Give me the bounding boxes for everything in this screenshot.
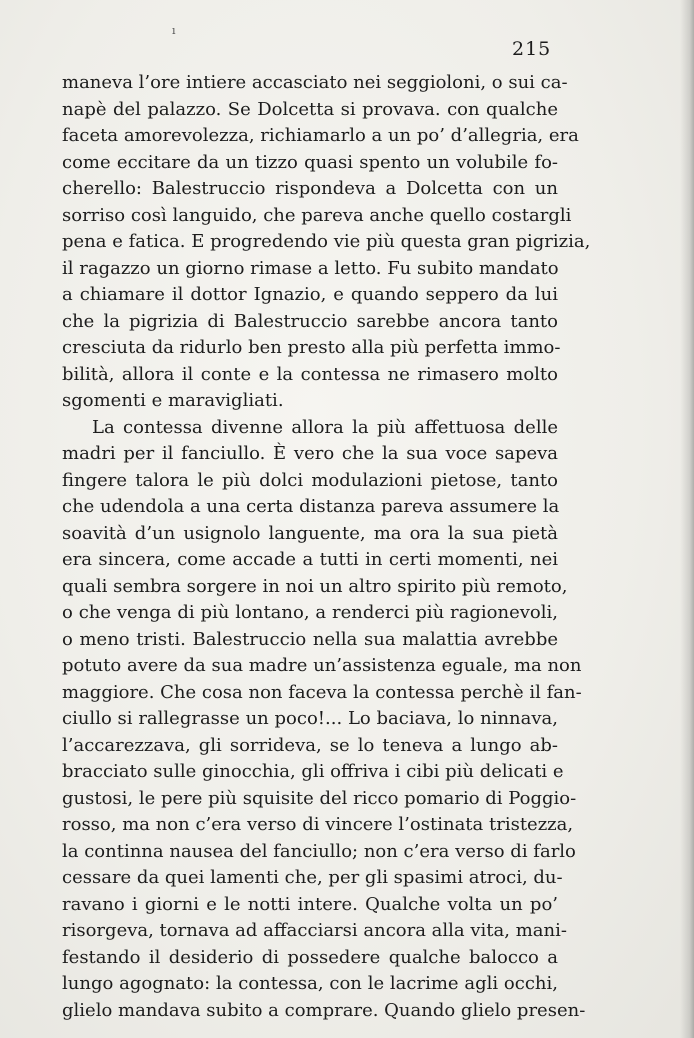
text-line: maggiore. Che cosa non faceva la contessa perchè il fan- xyxy=(62,681,582,703)
page-edge-shadow xyxy=(680,0,694,1038)
text-line: ravano i giorni e le notti intere. Qualche volta un po’ xyxy=(62,893,558,915)
text-line: gustosi, le pere più squisite del ricco pomario di Poggio- xyxy=(62,787,577,809)
text-line: a chiamare il dottor Ignazio, e quando seppero da lui xyxy=(62,284,558,305)
text-line: faceta amorevolezza, richiamarlo a un po’ d’allegria, era xyxy=(62,125,579,146)
text-line: o meno tristi. Balestruccio nella sua malattia avrebbe xyxy=(62,628,558,650)
text-line: risorgeva, tornava ad affacciarsi ancora alla vita, mani- xyxy=(62,920,567,941)
text-line: lungo agognato: la contessa, con le lacrime agli occhi, xyxy=(62,973,558,994)
text-line: festando il desiderio di possedere qualche balocco a xyxy=(62,946,558,968)
text-line: soavità d’un usignolo languente, ma ora la sua pietà xyxy=(62,522,558,544)
text-line: ciullo si rallegrasse un poco!... Lo baciava, lo ninnava, xyxy=(62,708,558,729)
text-line: cresciuta da ridurlo ben presto alla più perfetta immo- xyxy=(62,337,561,358)
text-line: cherello: Balestruccio rispondeva a Dolcetta con un xyxy=(62,178,558,199)
text-line: napè del palazzo. Se Dolcetta si provava. con qualche xyxy=(62,98,558,120)
text-line: rosso, ma non c’era verso di vincere l’ostinata tristezza, xyxy=(62,814,574,835)
text-line: bracciato sulle ginocchia, gli offriva i cibi più delicati e xyxy=(62,761,564,782)
text-line: sorriso così languido, che pareva anche quello costargli xyxy=(62,204,572,226)
body-text xyxy=(62,70,591,1024)
paragraph xyxy=(62,415,586,1025)
stray-mark: ı xyxy=(172,24,176,37)
page-number: 215 xyxy=(512,38,552,60)
text-line: sgomenti e maravigliati. xyxy=(62,390,284,411)
text-line: pena e fatica. E progredendo vie più questa gran pigrizia, xyxy=(62,231,591,252)
text-line: bilità, allora il conte e la contessa ne rimasero molto xyxy=(62,363,558,385)
text-line: La contessa divenne allora la più affettuosa delle xyxy=(92,416,558,438)
text-line: era sincera, come accade a tutti in certi momenti, nei xyxy=(62,549,558,570)
text-line: il ragazzo un giorno rimase a letto. Fu subito mandato xyxy=(62,257,559,279)
text-line: quali sembra sorgere in noi un altro spirito più remoto, xyxy=(62,575,568,597)
text-line: potuto avere da sua madre un’assistenza eguale, ma non xyxy=(62,655,582,676)
text-line: che la pigrizia di Balestruccio sarebbe ancora tanto xyxy=(62,310,558,332)
text-line: che udendola a una certa distanza pareva assumere la xyxy=(62,496,560,517)
text-line: la continna nausea del fanciullo; non c’era verso di farlo xyxy=(62,840,576,862)
text-line: o che venga di più lontano, a renderci più ragionevoli, xyxy=(62,602,558,623)
text-line: glielo mandava subito a comprare. Quando glielo presen- xyxy=(62,999,586,1021)
text-line: come eccitare da un tizzo quasi spento un volubile fo- xyxy=(62,151,558,173)
text-line: madri per il fanciullo. È vero che la sua voce sapeva xyxy=(62,443,558,464)
paragraph xyxy=(62,70,591,415)
text-line: cessare da quei lamenti che, per gli spasimi atroci, du- xyxy=(62,867,563,888)
text-line: fingere talora le più dolci modulazioni pietose, tanto xyxy=(62,469,558,491)
text-line: maneva l’ore intiere accasciato nei seggioloni, o sui ca- xyxy=(62,72,568,93)
text-line: l’accarezzava, gli sorrideva, se lo teneva a lungo ab- xyxy=(62,734,558,756)
